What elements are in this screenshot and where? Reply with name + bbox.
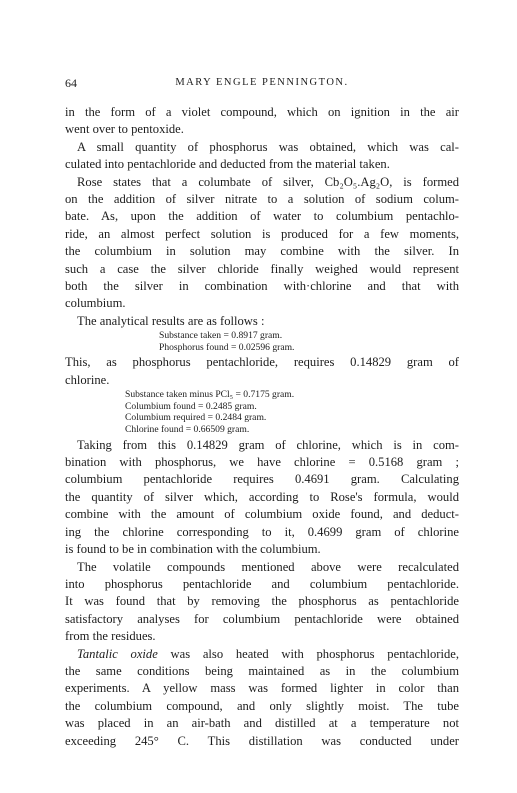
text-span: was also heated with phosphorus pentachloride, bbox=[157, 646, 459, 661]
text-line: from the residues. bbox=[65, 629, 156, 644]
paragraph-4 bbox=[65, 313, 459, 330]
text-line: ride, an almost perfect solution is produced for a few moments, bbox=[65, 226, 459, 241]
text-line: columbium. bbox=[65, 296, 126, 311]
result-line: Phosphorus found = 0.02596 gram. bbox=[159, 341, 295, 353]
text-line: the quantity of silver which, according to Rose's formula, would bbox=[65, 489, 459, 504]
result-line: Columbium found = 0.2485 gram. bbox=[125, 400, 257, 412]
results-block-2 bbox=[125, 389, 459, 435]
text-line: in the form of a violet compound, which on ignition in the air bbox=[65, 105, 459, 119]
text-line: A small quantity of phosphorus was obtained, which was cal- bbox=[77, 139, 459, 154]
text-line: The volatile compounds mentioned above were recalculated bbox=[77, 559, 459, 574]
text-line: went over to pentoxide. bbox=[65, 122, 184, 137]
paragraph-2 bbox=[65, 139, 459, 174]
text-line: combine with the amount of columbium oxide found, and deduct- bbox=[65, 507, 459, 522]
text-line: satisfactory analyses for columbium pentachloride were obtained bbox=[65, 611, 459, 626]
text-line: exceeding 245° C. This distillation was conducted under bbox=[65, 733, 459, 748]
text-line: chlorine. bbox=[65, 372, 110, 387]
page-header bbox=[65, 76, 459, 92]
text-line: This, as phosphorus pentachloride, requires 0.14829 gram of bbox=[65, 355, 459, 370]
result-line: Columbium required = 0.2484 gram. bbox=[125, 412, 267, 424]
text-line: experiments. A yellow mass was formed lighter in color than bbox=[65, 681, 459, 696]
result-line: Substance taken minus PCl₅ = 0.7175 gram. bbox=[125, 389, 295, 401]
text-line: Taking from this 0.14829 gram of chlorine, which is in com- bbox=[77, 437, 459, 452]
text-line: The analytical results are as follows : bbox=[77, 313, 265, 328]
text-line: is found to be in combination with the columbium. bbox=[65, 542, 321, 557]
text-line: was placed in an air-bath and distilled at a temperature not bbox=[65, 716, 459, 731]
text-line: into phosphorus pentachloride and columbium pentachloride. bbox=[65, 576, 459, 591]
text-line: Rose states that a columbate of silver, Cb₂O₅.Ag₂O, is formed bbox=[77, 174, 459, 189]
paragraph-7 bbox=[65, 559, 459, 646]
text-line: on the addition of silver nitrate to a solution of sodium colum- bbox=[65, 192, 459, 207]
results-block-1 bbox=[159, 330, 459, 353]
result-line: Substance taken = 0.8917 gram. bbox=[159, 330, 283, 342]
text-line: such a case the silver chloride finally weighed would represent bbox=[65, 261, 459, 276]
paragraph-1 bbox=[65, 104, 459, 139]
paragraph-6 bbox=[65, 437, 459, 559]
text-line: the columbium compound, and only slightly moist. The tube bbox=[65, 698, 459, 713]
paragraph-8 bbox=[65, 646, 459, 750]
text-line: the columbium in solution may combine with the silver. In bbox=[65, 244, 459, 259]
page-number: 64 bbox=[65, 76, 77, 90]
text-line bbox=[65, 646, 459, 663]
page-body bbox=[65, 104, 459, 750]
text-line: columbium pentachloride requires 0.4691 gram. Calculating bbox=[65, 472, 459, 487]
text-line: ing the chlorine corresponding to it, 0.4699 gram of chlorine bbox=[65, 524, 459, 539]
paragraph-5 bbox=[65, 354, 459, 389]
italic-term: Tantalic oxide bbox=[77, 646, 158, 661]
result-line: Chlorine found = 0.66509 gram. bbox=[125, 424, 250, 436]
text-line: bate. As, upon the addition of water to columbium pentachlo- bbox=[65, 209, 459, 224]
text-line: bination with phosphorus, we have chlorine = 0.5168 gram ; bbox=[65, 455, 459, 470]
paragraph-3 bbox=[65, 174, 459, 313]
text-line: both the silver in combination with·chlorine and that with bbox=[65, 279, 459, 294]
text-line: It was found that by removing the phosphorus as pentachloride bbox=[65, 594, 459, 609]
text-line: culated into pentachloride and deducted from the material taken. bbox=[65, 157, 390, 172]
text-line: the same conditions being maintained as in the columbium bbox=[65, 663, 459, 678]
running-head: MARY ENGLE PENNINGTON. bbox=[175, 77, 349, 88]
